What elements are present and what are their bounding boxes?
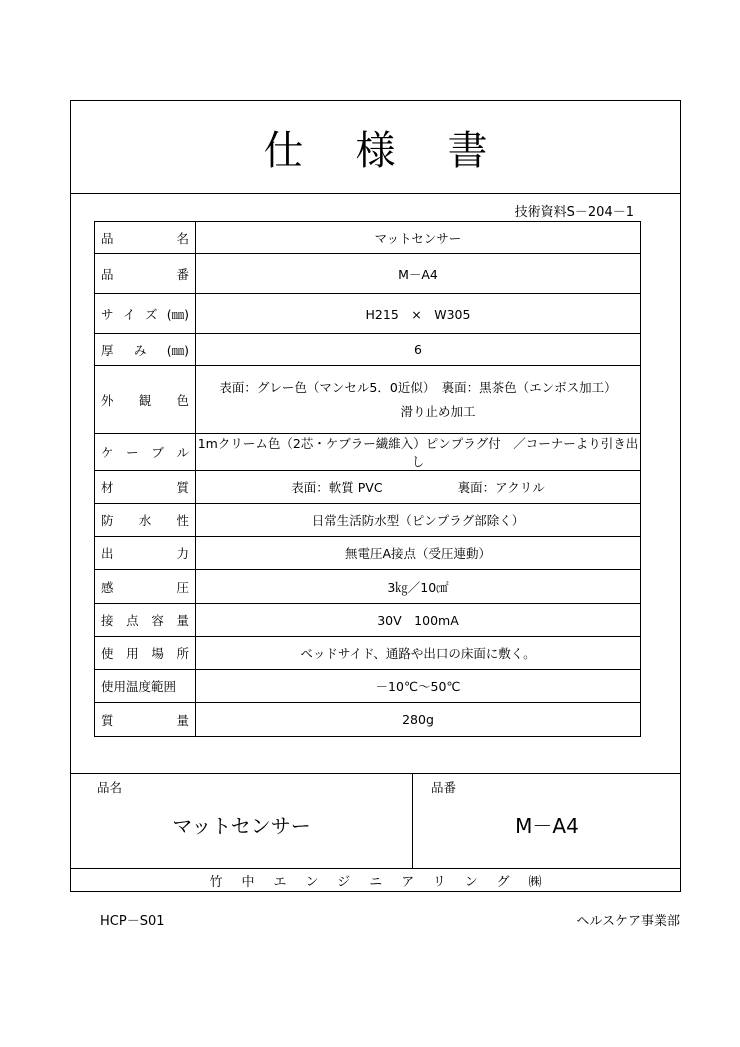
spec-label bbox=[95, 254, 196, 294]
spec-row bbox=[95, 637, 641, 670]
spec-label-char: イ bbox=[122, 306, 136, 322]
spec-label-char: ー bbox=[126, 445, 139, 460]
spec-value bbox=[196, 670, 641, 703]
spec-label-char: 番 bbox=[176, 266, 189, 282]
spec-label-char: 名 bbox=[176, 230, 189, 246]
spec-label-char: ブ bbox=[151, 445, 164, 460]
spec-row bbox=[95, 604, 641, 637]
spec-value bbox=[196, 222, 641, 254]
spec-label-char: 所 bbox=[176, 646, 189, 661]
spec-row bbox=[95, 254, 641, 294]
title-box bbox=[71, 101, 680, 194]
spec-value bbox=[196, 294, 641, 334]
spec-label-char: 水 bbox=[138, 513, 152, 528]
spec-label-char: 圧 bbox=[176, 579, 189, 595]
spec-label-char: 材 bbox=[101, 480, 114, 495]
product-number-cell bbox=[413, 774, 681, 868]
product-name-header: 品名 bbox=[97, 780, 123, 795]
spec-value-text: M－A4 bbox=[398, 266, 438, 282]
spec-label bbox=[95, 670, 196, 703]
spec-label bbox=[95, 637, 196, 670]
spec-value-text: 6 bbox=[414, 342, 422, 357]
spec-value bbox=[196, 537, 641, 570]
spec-label bbox=[95, 537, 196, 570]
spec-label-char: み bbox=[133, 342, 147, 358]
spec-label-char: ズ bbox=[144, 306, 158, 322]
spec-row bbox=[95, 504, 641, 537]
document-frame bbox=[70, 100, 681, 892]
spec-label-char: (㎜) bbox=[166, 306, 189, 322]
spec-label-char: ル bbox=[176, 445, 189, 460]
spec-label-char: 性 bbox=[176, 513, 189, 528]
spec-row bbox=[95, 703, 641, 737]
company-name-text: 竹中エンジニアリング㈱ bbox=[209, 874, 561, 890]
spec-value-text: ベッドサイド、通路や出口の床面に敷く。 bbox=[300, 646, 536, 661]
spec-value bbox=[196, 604, 641, 637]
spec-label bbox=[95, 703, 196, 737]
department-name: ヘルスケア事業部 bbox=[576, 914, 680, 929]
spec-label-char: 品 bbox=[101, 230, 114, 246]
spec-label-char: 色 bbox=[176, 392, 189, 408]
spec-row bbox=[95, 670, 641, 703]
spec-value-text: マットセンサー bbox=[374, 230, 462, 246]
spec-value bbox=[196, 254, 641, 294]
spec-value bbox=[196, 637, 641, 670]
spec-label-char: 点 bbox=[126, 613, 139, 628]
spec-label-char: 使用温度範囲 bbox=[101, 679, 177, 694]
spec-row bbox=[95, 570, 641, 604]
page-title: 仕様書 bbox=[263, 127, 540, 174]
spec-value bbox=[196, 366, 641, 434]
spec-value bbox=[196, 334, 641, 366]
spec-row bbox=[95, 471, 641, 504]
spec-value bbox=[196, 504, 641, 537]
product-number-value: M－A4 bbox=[515, 814, 579, 838]
spec-value-text: 1mクリーム色（2芯・ケブラー繊維入）ピンプラグ付 ／コーナーより引き出し bbox=[197, 436, 639, 469]
company-name bbox=[71, 869, 680, 891]
spec-label-char: ケ bbox=[101, 445, 114, 460]
spec-label-char: 質 bbox=[101, 712, 114, 728]
spec-label bbox=[95, 222, 196, 254]
spec-label-char: 接 bbox=[101, 613, 114, 628]
spec-label-char: 用 bbox=[126, 646, 139, 661]
spec-row bbox=[95, 434, 641, 471]
spec-label bbox=[95, 570, 196, 604]
spec-value-text: H215 × W305 bbox=[365, 306, 471, 322]
spec-label-char: 観 bbox=[138, 392, 152, 408]
spec-label-char: 品 bbox=[101, 266, 114, 282]
spec-label bbox=[95, 604, 196, 637]
spec-label-char: 量 bbox=[176, 613, 189, 628]
spec-row bbox=[95, 366, 641, 434]
product-name-value: マットセンサー bbox=[172, 814, 311, 838]
product-summary bbox=[71, 773, 680, 869]
doc-reference: 技術資料S－204－1 bbox=[514, 205, 634, 220]
spec-label-char: 感 bbox=[101, 579, 114, 595]
spec-value-text: 表面：軟質 PVC 裏面：アクリル bbox=[291, 480, 545, 495]
spec-value-text: 3㎏／10㎠ bbox=[387, 579, 449, 595]
spec-value-text: 日常生活防水型（ピンプラグ部除く） bbox=[311, 513, 525, 528]
spec-value bbox=[196, 703, 641, 737]
spec-value-text: 30V 100mA bbox=[377, 613, 459, 628]
spec-value bbox=[196, 471, 641, 504]
spec-value bbox=[196, 570, 641, 604]
spec-label-char: 容 bbox=[151, 613, 164, 628]
form-code: HCP－S01 bbox=[100, 914, 165, 929]
product-number-header: 品番 bbox=[431, 780, 457, 795]
spec-value-text: 280g bbox=[402, 712, 434, 727]
spec-value bbox=[196, 434, 641, 471]
spec-label-char: サ bbox=[101, 306, 114, 322]
spec-label-char: 使 bbox=[101, 646, 114, 661]
spec-table bbox=[94, 221, 641, 737]
spec-value-text: －10℃～50℃ bbox=[375, 679, 461, 694]
spec-label bbox=[95, 294, 196, 334]
spec-label bbox=[95, 504, 196, 537]
spec-label bbox=[95, 434, 196, 471]
spec-label-char: 防 bbox=[101, 513, 114, 528]
spec-row bbox=[95, 294, 641, 334]
spec-label-char: (㎜) bbox=[166, 342, 189, 358]
spec-label bbox=[95, 366, 196, 434]
spec-row bbox=[95, 222, 641, 254]
spec-label-char: 出 bbox=[101, 546, 114, 561]
spec-label-char: 厚 bbox=[101, 342, 114, 358]
spec-label-char: 外 bbox=[101, 392, 114, 408]
spec-row bbox=[95, 537, 641, 570]
spec-label bbox=[95, 334, 196, 366]
spec-label-char: 量 bbox=[176, 712, 189, 728]
spec-value-text: 表面：グレー色（マンセル5．0近似） 裏面：黒茶色（エンボス加工） bbox=[219, 379, 617, 395]
spec-label-char: 質 bbox=[176, 480, 189, 495]
spec-value-text: 無電圧A接点（受圧連動） bbox=[344, 546, 492, 561]
spec-value-text-2: 滑り止め加工 bbox=[400, 403, 476, 419]
product-name-cell bbox=[71, 774, 413, 868]
spec-label-char: 場 bbox=[151, 646, 164, 661]
spec-label bbox=[95, 471, 196, 504]
spec-label-char: 力 bbox=[176, 546, 189, 561]
spec-row bbox=[95, 334, 641, 366]
